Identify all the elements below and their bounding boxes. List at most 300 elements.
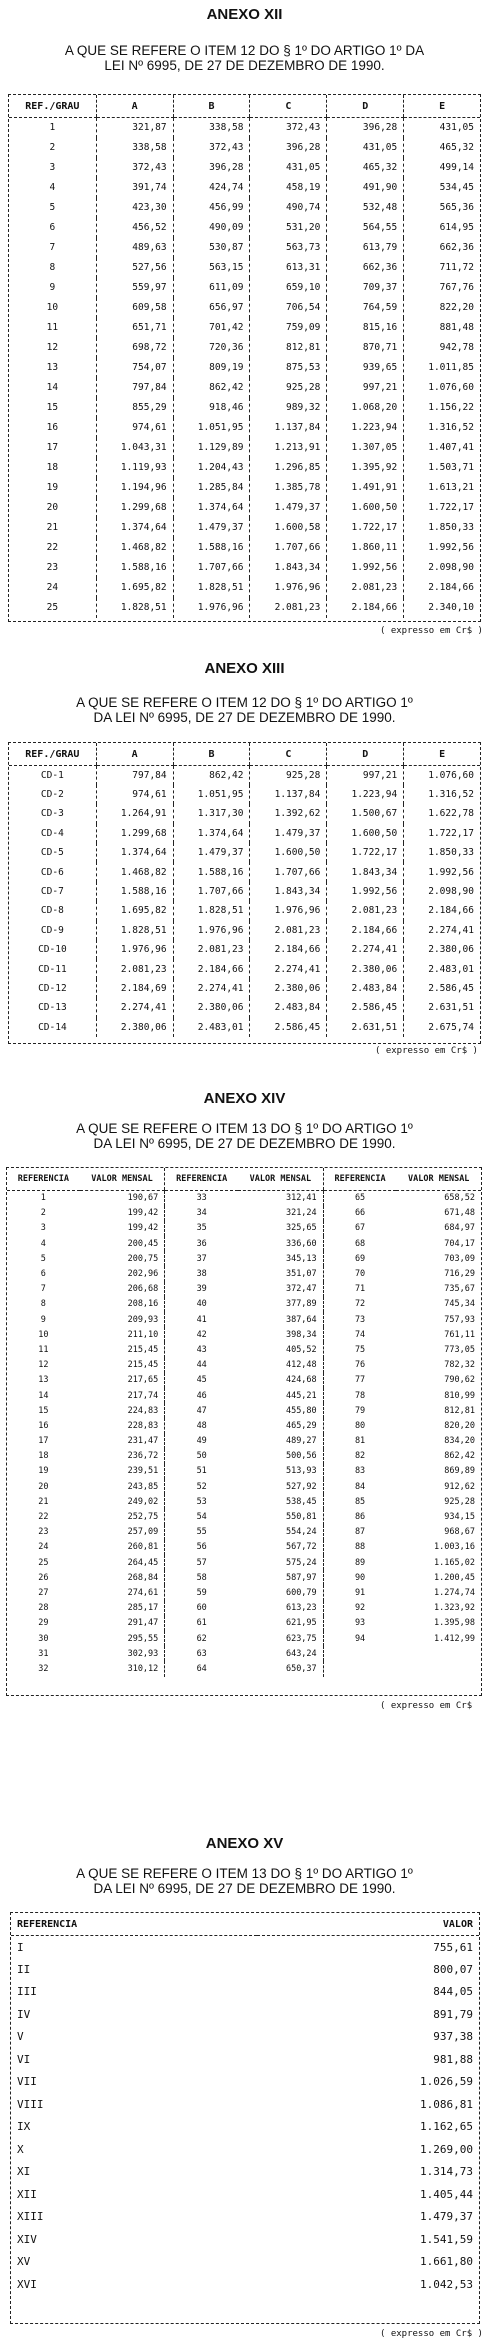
anexo-xiv-table-frame (6, 1167, 482, 1696)
value-cell: 431,05 (250, 158, 327, 178)
table-row (11, 2026, 479, 2049)
ref-cell: 9 (40, 1314, 46, 1325)
table-row (11, 2161, 479, 2184)
column-header: A (96, 743, 173, 766)
ref-cell: 68 (323, 1236, 396, 1251)
ref-cell: VIII (17, 2097, 44, 2111)
value-cell: 701,42 (173, 318, 250, 338)
value-cell: 698,72 (96, 338, 173, 358)
ref-cell: 2 (40, 1208, 46, 1219)
table-row (7, 1388, 481, 1403)
value-cell: 391,74 (96, 178, 173, 198)
value-cell: 997,21 (327, 766, 404, 785)
ref-cell: 28 (38, 1603, 49, 1614)
anexo-xiii-subtitle-line2: DA LEI Nº 6995, DE 27 DE DEZEMBRO DE 1990. (93, 710, 396, 725)
value-cell: 704,17 (444, 1238, 475, 1249)
value-cell: 336,60 (285, 1238, 317, 1249)
table-row (9, 578, 480, 598)
value-cell: 500,56 (285, 1451, 317, 1462)
column-header: B (173, 743, 250, 766)
ref-cell: 40 (165, 1297, 238, 1312)
value-cell: 1.707,66 (173, 882, 250, 901)
value-cell: 1.843,34 (250, 558, 327, 578)
anexo-xv-subtitle (0, 1866, 489, 1896)
value-cell: 1.600,58 (250, 518, 327, 538)
value-cell: 1.269,00 (420, 2142, 473, 2156)
value-cell: 613,79 (327, 238, 404, 258)
ref-cell: X (17, 2142, 24, 2156)
value-cell: 312,41 (285, 1193, 317, 1204)
value-cell: 651,71 (96, 318, 173, 338)
table-row (7, 1266, 481, 1281)
value-cell: 431,05 (327, 138, 404, 158)
value-cell: 490,09 (173, 218, 250, 238)
ref-cell: 42 (165, 1327, 238, 1342)
ref-cell: 15 (38, 1405, 49, 1416)
value-cell: 812,81 (250, 338, 327, 358)
table-row (9, 824, 480, 843)
value-cell: 190,67 (127, 1193, 159, 1204)
table-row (7, 1191, 481, 1206)
value-cell: 706,54 (250, 298, 327, 318)
value-cell: 623,75 (285, 1633, 317, 1644)
value-cell: 974,61 (96, 418, 173, 438)
value-cell: 206,68 (127, 1284, 159, 1295)
table-row (9, 959, 480, 978)
anexo-xiv-subtitle (0, 1121, 489, 1151)
ref-cell: 6 (40, 1269, 46, 1280)
table-row (7, 1403, 481, 1418)
anexo-xv-table-frame (10, 1912, 480, 2324)
value-cell: 800,07 (433, 1962, 473, 1976)
value-cell: 981,88 (433, 2052, 473, 2066)
ref-cell: 92 (323, 1601, 396, 1616)
value-cell: 527,92 (285, 1481, 317, 1492)
table-row (11, 1981, 479, 2004)
table-row (9, 598, 480, 618)
ref-cell: 16 (46, 422, 59, 433)
value-cell: 302,93 (127, 1648, 159, 1659)
empty-cell (323, 1661, 396, 1676)
table-row (9, 218, 480, 238)
ref-cell: 21 (38, 1496, 49, 1507)
value-cell: 231,47 (127, 1436, 159, 1447)
value-cell: 745,34 (444, 1299, 475, 1310)
value-cell: 489,63 (96, 238, 173, 258)
ref-cell: 67 (323, 1221, 396, 1236)
value-cell: 974,61 (96, 785, 173, 804)
value-cell: 1.588,16 (173, 538, 250, 558)
value-cell: 228,83 (127, 1420, 159, 1431)
ref-cell: IV (17, 2007, 31, 2021)
value-cell: 534,45 (404, 178, 480, 198)
value-cell: 1.479,37 (173, 518, 250, 538)
table-row (9, 558, 480, 578)
value-cell: 2.586,45 (250, 1018, 327, 1037)
value-cell: 703,09 (444, 1253, 475, 1264)
empty-cell (396, 1661, 481, 1676)
value-cell: 211,10 (127, 1329, 159, 1340)
value-cell: 937,38 (433, 2030, 473, 2044)
value-cell: 810,99 (444, 1390, 475, 1401)
ref-cell: 5 (49, 202, 56, 213)
value-cell: 1.051,95 (173, 785, 250, 804)
table-row (9, 238, 480, 258)
value-cell: 613,23 (285, 1603, 317, 1614)
table-row (9, 843, 480, 862)
value-cell: 797,84 (96, 378, 173, 398)
anexo-xii-subtitle (0, 43, 489, 73)
ref-cell: 17 (46, 442, 59, 453)
value-cell: 2.081,23 (250, 598, 327, 618)
value-cell: 918,46 (173, 398, 250, 418)
value-cell: 1.395,92 (327, 458, 404, 478)
value-cell: 405,52 (285, 1344, 317, 1355)
value-cell: 217,74 (127, 1390, 159, 1401)
value-cell: 1.541,59 (420, 2232, 473, 2246)
ref-cell: 23 (46, 562, 59, 573)
value-cell: 550,81 (285, 1512, 317, 1523)
value-cell: 2.380,06 (173, 998, 250, 1017)
anexo-xiii-table-frame (8, 742, 481, 1044)
anexo-xiv-table (7, 1168, 481, 1677)
value-cell: 1.588,16 (96, 882, 173, 901)
value-cell: 1.479,37 (250, 498, 327, 518)
value-cell: 881,48 (404, 318, 480, 338)
ref-cell: 58 (165, 1570, 238, 1585)
table-row (7, 1251, 481, 1266)
value-cell: 527,56 (96, 258, 173, 278)
value-cell: 1.043,31 (96, 438, 173, 458)
value-cell: 925,28 (444, 1496, 475, 1507)
value-cell: 1.600,50 (327, 824, 404, 843)
ref-cell: 25 (46, 602, 59, 613)
value-cell: 1.500,67 (327, 804, 404, 823)
value-cell: 424,74 (173, 178, 250, 198)
value-cell: 295,55 (127, 1633, 159, 1644)
ref-cell: 83 (323, 1464, 396, 1479)
ref-cell: 5 (40, 1253, 46, 1264)
table-row (9, 1018, 480, 1037)
ref-cell: 69 (323, 1251, 396, 1266)
ref-cell: 18 (38, 1451, 49, 1462)
value-cell: 613,31 (250, 258, 327, 278)
ref-cell: 70 (323, 1266, 396, 1281)
value-cell: 565,36 (404, 198, 480, 218)
value-cell: 600,79 (285, 1587, 317, 1598)
ref-cell: 66 (323, 1206, 396, 1221)
value-cell: 2.184,66 (404, 578, 480, 598)
ref-cell: 13 (46, 362, 59, 373)
value-cell: 2.274,41 (250, 959, 327, 978)
value-cell: 2.274,41 (404, 921, 480, 940)
table-row (7, 1236, 481, 1251)
ref-cell: XIII (17, 2210, 44, 2224)
value-cell: 1.086,81 (420, 2097, 473, 2111)
value-cell: 252,75 (127, 1512, 159, 1523)
ref-cell: 81 (323, 1434, 396, 1449)
value-cell: 2.483,01 (404, 959, 480, 978)
ref-cell: 86 (323, 1509, 396, 1524)
table-row (7, 1327, 481, 1342)
table-row (9, 882, 480, 901)
ref-cell: 87 (323, 1525, 396, 1540)
table-row (7, 1525, 481, 1540)
ref-cell: 57 (165, 1555, 238, 1570)
value-cell: 614,95 (404, 218, 480, 238)
table-row (9, 979, 480, 998)
value-cell: 759,09 (250, 318, 327, 338)
value-cell: 1.200,45 (434, 1572, 475, 1583)
value-cell: 1.307,05 (327, 438, 404, 458)
header-row (9, 95, 480, 118)
ref-cell: 3 (49, 162, 56, 173)
table-row (11, 2071, 479, 2094)
value-cell: 587,97 (285, 1572, 317, 1583)
value-cell: 912,62 (444, 1481, 475, 1492)
value-cell: 215,45 (127, 1360, 159, 1371)
column-header-valor: VALOR (257, 1913, 479, 1936)
ref-cell: 60 (165, 1601, 238, 1616)
anexo-xii-title: ANEXO XII (206, 6, 283, 23)
value-cell: 809,19 (173, 358, 250, 378)
table-row (11, 1958, 479, 1981)
value-cell: 209,93 (127, 1314, 159, 1325)
ref-cell: 25 (38, 1557, 49, 1568)
value-cell: 431,05 (404, 118, 480, 138)
value-cell: 658,52 (444, 1193, 475, 1204)
value-cell: 761,11 (444, 1329, 475, 1340)
value-cell: 1.828,51 (173, 578, 250, 598)
value-cell: 257,09 (127, 1527, 159, 1538)
value-cell: 1.223,94 (327, 418, 404, 438)
value-cell: 1.129,89 (173, 438, 250, 458)
header-row (7, 1168, 481, 1191)
column-header-referencia: REFERENCIA (323, 1168, 396, 1191)
value-cell: 2.483,01 (173, 1018, 250, 1037)
table-row (7, 1342, 481, 1357)
table-row (9, 766, 480, 785)
anexo-xiv-subtitle-line2: DA LEI Nº 6995, DE 27 DE DEZEMBRO DE 1990. (93, 1136, 396, 1151)
value-cell: 455,80 (285, 1405, 317, 1416)
ref-cell: 56 (165, 1540, 238, 1555)
value-cell: 716,29 (444, 1269, 475, 1280)
table-row (9, 478, 480, 498)
ref-cell: III (17, 1985, 37, 1999)
table-row (7, 1555, 481, 1570)
value-cell: 1.722,17 (404, 498, 480, 518)
table-row (9, 338, 480, 358)
anexo-xiv-title: ANEXO XIV (203, 1090, 286, 1107)
ref-cell: 1 (49, 122, 56, 134)
value-cell: 925,28 (250, 766, 327, 785)
value-cell: 891,79 (433, 2007, 473, 2021)
value-cell: 782,32 (444, 1360, 475, 1371)
value-cell: 1.026,59 (420, 2075, 473, 2089)
value-cell: 2.483,84 (250, 998, 327, 1017)
value-cell: 423,30 (96, 198, 173, 218)
value-cell: 1.137,84 (250, 785, 327, 804)
ref-cell: CD-3 (40, 808, 64, 820)
value-cell: 1.194,96 (96, 478, 173, 498)
ref-cell: 88 (323, 1540, 396, 1555)
ref-cell: 3 (40, 1223, 46, 1234)
ref-cell: 34 (165, 1206, 238, 1221)
value-cell: 650,37 (285, 1663, 317, 1674)
value-cell: 1.491,91 (327, 478, 404, 498)
column-header-referencia: REFERENCIA (165, 1168, 238, 1191)
value-cell: 1.374,64 (173, 498, 250, 518)
value-cell: 1.468,82 (96, 862, 173, 881)
value-cell: 1.843,34 (250, 882, 327, 901)
table-row (9, 538, 480, 558)
ref-cell: 52 (165, 1479, 238, 1494)
value-cell: 531,20 (250, 218, 327, 238)
value-cell: 2.184,66 (250, 940, 327, 959)
value-cell: 870,71 (327, 338, 404, 358)
anexo-xv-section (0, 1835, 489, 1896)
value-cell: 215,45 (127, 1344, 159, 1355)
value-cell: 458,19 (250, 178, 327, 198)
value-cell: 1.588,16 (96, 558, 173, 578)
value-cell: 757,93 (444, 1314, 475, 1325)
ref-cell: 61 (165, 1616, 238, 1631)
table-row (7, 1540, 481, 1555)
column-header: A (96, 95, 173, 118)
table-row (9, 901, 480, 920)
column-header: C (250, 743, 327, 766)
value-cell: 398,34 (285, 1329, 317, 1340)
table-row (7, 1449, 481, 1464)
value-cell: 1.374,64 (96, 843, 173, 862)
value-cell: 1.392,62 (250, 804, 327, 823)
ref-cell: 63 (165, 1646, 238, 1661)
value-cell: 1.600,50 (250, 843, 327, 862)
ref-cell: 47 (165, 1403, 238, 1418)
value-cell: 217,65 (127, 1375, 159, 1386)
value-cell: 1.223,94 (327, 785, 404, 804)
ref-cell: CD-1 (40, 769, 64, 781)
table-row (7, 1646, 481, 1661)
value-cell: 773,05 (444, 1344, 475, 1355)
ref-cell: CD-5 (40, 847, 64, 859)
anexo-xiii-table (9, 743, 480, 1037)
value-cell: 465,32 (327, 158, 404, 178)
value-cell: 1.076,60 (404, 378, 480, 398)
value-cell: 465,32 (404, 138, 480, 158)
value-cell: 1.374,64 (96, 518, 173, 538)
table-row (9, 358, 480, 378)
ref-cell: V (17, 2030, 24, 2044)
ref-cell: CD-12 (38, 982, 67, 994)
value-cell: 815,16 (327, 318, 404, 338)
value-cell: 2.184,66 (327, 598, 404, 618)
value-cell: 264,45 (127, 1557, 159, 1568)
value-cell: 321,24 (285, 1208, 317, 1219)
value-cell: 1.976,96 (250, 578, 327, 598)
anexo-xv-subtitle-line2: DA LEI Nº 6995, DE 27 DE DEZEMBRO DE 1990. (93, 1881, 396, 1896)
ref-cell: 72 (323, 1297, 396, 1312)
value-cell: 563,15 (173, 258, 250, 278)
value-cell: 2.631,51 (327, 1018, 404, 1037)
value-cell: 285,17 (127, 1603, 159, 1614)
ref-cell: 30 (38, 1633, 49, 1644)
value-cell: 822,20 (404, 298, 480, 318)
ref-cell: 7 (49, 242, 56, 253)
ref-cell: IX (17, 2120, 31, 2134)
value-cell: 621,95 (285, 1618, 317, 1629)
ref-cell: CD-9 (40, 924, 64, 936)
table-row (9, 378, 480, 398)
value-cell: 1.119,93 (96, 458, 173, 478)
ref-cell: 8 (49, 262, 56, 273)
ref-cell: 49 (165, 1434, 238, 1449)
value-cell: 767,76 (404, 278, 480, 298)
value-cell: 862,42 (173, 378, 250, 398)
ref-cell: 46 (165, 1388, 238, 1403)
ref-cell: 27 (38, 1587, 49, 1598)
value-cell: 489,27 (285, 1436, 317, 1447)
ref-cell: 65 (323, 1191, 396, 1206)
table-row (7, 1494, 481, 1509)
value-cell: 575,24 (285, 1557, 317, 1568)
column-header-valor-mensal: VALOR MENSAL (396, 1168, 481, 1191)
ref-cell: 32 (38, 1663, 49, 1674)
ref-cell: 33 (165, 1191, 238, 1206)
table-row (9, 298, 480, 318)
value-cell: 200,75 (127, 1253, 159, 1264)
value-cell: 1.385,78 (250, 478, 327, 498)
value-cell: 1.412,99 (434, 1633, 475, 1644)
table-row (9, 458, 480, 478)
table-row (7, 1601, 481, 1616)
table-row (11, 2228, 479, 2251)
ref-cell: VI (17, 2052, 31, 2066)
column-header: E (404, 95, 480, 118)
ref-cell: 80 (323, 1418, 396, 1433)
ref-cell: 79 (323, 1403, 396, 1418)
value-cell: 1.316,52 (404, 418, 480, 438)
ref-cell: XIV (17, 2232, 37, 2246)
table-row (7, 1206, 481, 1221)
table-row (7, 1585, 481, 1600)
value-cell: 2.380,06 (327, 959, 404, 978)
column-header: D (327, 743, 404, 766)
ref-cell: CD-8 (40, 905, 64, 917)
value-cell: 1.162,65 (420, 2120, 473, 2134)
table-row (11, 2183, 479, 2206)
ref-cell: 20 (46, 502, 59, 513)
value-cell: 202,96 (127, 1269, 159, 1280)
table-row (11, 2116, 479, 2139)
value-cell: 2.081,23 (250, 921, 327, 940)
value-cell: 1.588,16 (173, 862, 250, 881)
value-cell: 844,05 (433, 1985, 473, 1999)
value-cell: 609,58 (96, 298, 173, 318)
column-header: REF./GRAU (9, 743, 96, 766)
value-cell: 499,14 (404, 158, 480, 178)
ref-cell: 54 (165, 1509, 238, 1524)
value-cell: 321,87 (96, 118, 173, 138)
value-cell: 532,48 (327, 198, 404, 218)
ref-cell: 64 (165, 1661, 238, 1676)
table-row (9, 198, 480, 218)
ref-cell: 82 (323, 1449, 396, 1464)
value-cell: 456,99 (173, 198, 250, 218)
value-cell: 268,84 (127, 1572, 159, 1583)
header-row (11, 1913, 479, 1936)
value-cell: 855,29 (96, 398, 173, 418)
